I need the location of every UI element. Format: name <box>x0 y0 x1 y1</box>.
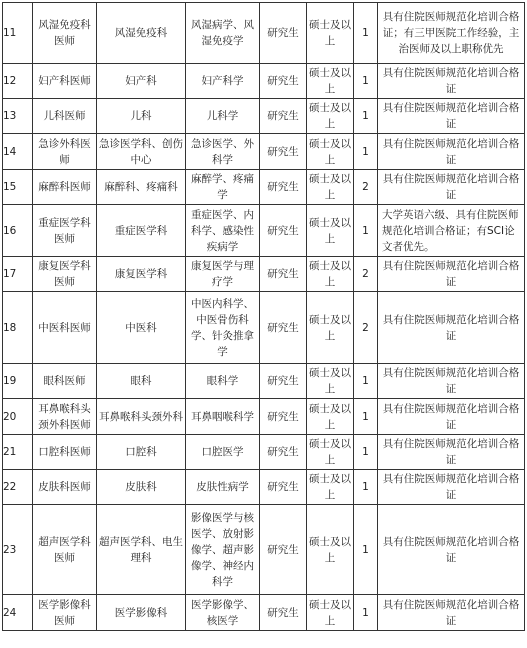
department-cell: 重症医学科 <box>97 205 186 257</box>
count-cell: 1 <box>354 399 378 435</box>
education-cell: 研究生 <box>260 3 307 64</box>
department-cell: 超声医学科、电生理科 <box>97 505 186 595</box>
count-cell: 1 <box>354 99 378 134</box>
requirements-cell: 具有住院医师规范化培训合格证 <box>378 257 525 292</box>
requirements-cell: 具有住院医师规范化培训合格证 <box>378 134 525 170</box>
degree-cell: 硕士及以上 <box>307 470 354 505</box>
position-cell: 儿科医师 <box>33 99 97 134</box>
department-cell: 风湿免疫科 <box>97 3 186 64</box>
department-cell: 眼科 <box>97 364 186 399</box>
table-row <box>3 64 525 99</box>
education-cell: 研究生 <box>260 257 307 292</box>
table-row <box>3 364 525 399</box>
table-row <box>3 205 525 257</box>
table-row <box>3 505 525 595</box>
row-number: 14 <box>3 134 33 170</box>
position-cell: 麻醉科医师 <box>33 170 97 205</box>
row-number: 15 <box>3 170 33 205</box>
row-number: 22 <box>3 470 33 505</box>
requirements-cell: 具有住院医师规范化培训合格证 <box>378 470 525 505</box>
requirements-cell: 具有住院医师规范化培训合格证 <box>378 364 525 399</box>
education-cell: 研究生 <box>260 399 307 435</box>
table-row <box>3 292 525 364</box>
degree-cell: 硕士及以上 <box>307 99 354 134</box>
major-cell: 麻醉学、疼痛学 <box>186 170 260 205</box>
degree-cell: 硕士及以上 <box>307 399 354 435</box>
education-cell: 研究生 <box>260 505 307 595</box>
major-cell: 眼科学 <box>186 364 260 399</box>
position-cell: 重症医学科医师 <box>33 205 97 257</box>
degree-cell: 硕士及以上 <box>307 64 354 99</box>
requirements-cell: 具有住院医师规范化培训合格证 <box>378 292 525 364</box>
count-cell: 1 <box>354 595 378 631</box>
row-number: 20 <box>3 399 33 435</box>
row-number: 16 <box>3 205 33 257</box>
department-cell: 康复医学科 <box>97 257 186 292</box>
count-cell: 1 <box>354 3 378 64</box>
count-cell: 1 <box>354 205 378 257</box>
table-row <box>3 435 525 470</box>
major-cell: 耳鼻咽喉科学 <box>186 399 260 435</box>
table-body <box>3 3 525 631</box>
major-cell: 儿科学 <box>186 99 260 134</box>
table-row <box>3 134 525 170</box>
degree-cell: 硕士及以上 <box>307 505 354 595</box>
education-cell: 研究生 <box>260 205 307 257</box>
position-cell: 眼科医师 <box>33 364 97 399</box>
position-cell: 中医科医师 <box>33 292 97 364</box>
degree-cell: 硕士及以上 <box>307 595 354 631</box>
row-number: 21 <box>3 435 33 470</box>
requirements-cell: 具有住院医师规范化培训合格证 <box>378 505 525 595</box>
education-cell: 研究生 <box>260 170 307 205</box>
education-cell: 研究生 <box>260 435 307 470</box>
department-cell: 急诊医学科、创伤中心 <box>97 134 186 170</box>
row-number: 19 <box>3 364 33 399</box>
major-cell: 重症医学、内科学、感染性疾病学 <box>186 205 260 257</box>
major-cell: 皮肤性病学 <box>186 470 260 505</box>
position-cell: 康复医学科医师 <box>33 257 97 292</box>
requirements-cell: 具有住院医师规范化培训合格证 <box>378 64 525 99</box>
requirements-cell: 具有住院医师规范化培训合格证 <box>378 595 525 631</box>
department-cell: 中医科 <box>97 292 186 364</box>
position-cell: 口腔科医师 <box>33 435 97 470</box>
major-cell: 康复医学与理疗学 <box>186 257 260 292</box>
row-number: 12 <box>3 64 33 99</box>
position-cell: 医学影像科医师 <box>33 595 97 631</box>
table-row <box>3 399 525 435</box>
position-cell: 妇产科医师 <box>33 64 97 99</box>
education-cell: 研究生 <box>260 364 307 399</box>
table-row <box>3 257 525 292</box>
row-number: 17 <box>3 257 33 292</box>
count-cell: 2 <box>354 170 378 205</box>
requirements-cell: 具有住院医师规范化培训合格证 <box>378 435 525 470</box>
table-row <box>3 170 525 205</box>
count-cell: 1 <box>354 505 378 595</box>
education-cell: 研究生 <box>260 292 307 364</box>
row-number: 11 <box>3 3 33 64</box>
major-cell: 风湿病学、风湿免疫学 <box>186 3 260 64</box>
degree-cell: 硕士及以上 <box>307 3 354 64</box>
row-number: 18 <box>3 292 33 364</box>
position-cell: 超声医学科医师 <box>33 505 97 595</box>
position-cell: 风湿免疫科医师 <box>33 3 97 64</box>
table-row <box>3 470 525 505</box>
major-cell: 妇产科学 <box>186 64 260 99</box>
count-cell: 1 <box>354 134 378 170</box>
degree-cell: 硕士及以上 <box>307 435 354 470</box>
requirements-cell: 大学英语六级、具有住院医师规范化培训合格证；有SCI论文者优先。 <box>378 205 525 257</box>
count-cell: 2 <box>354 292 378 364</box>
department-cell: 麻醉科、疼痛科 <box>97 170 186 205</box>
department-cell: 妇产科 <box>97 64 186 99</box>
requirements-cell: 具有住院医师规范化培训合格证 <box>378 170 525 205</box>
position-cell: 急诊外科医师 <box>33 134 97 170</box>
row-number: 23 <box>3 505 33 595</box>
degree-cell: 硕士及以上 <box>307 257 354 292</box>
degree-cell: 硕士及以上 <box>307 170 354 205</box>
degree-cell: 硕士及以上 <box>307 205 354 257</box>
degree-cell: 硕士及以上 <box>307 364 354 399</box>
major-cell: 急诊医学、外科学 <box>186 134 260 170</box>
major-cell: 中医内科学、中医骨伤科学、针灸推拿学 <box>186 292 260 364</box>
count-cell: 1 <box>354 364 378 399</box>
education-cell: 研究生 <box>260 470 307 505</box>
major-cell: 口腔医学 <box>186 435 260 470</box>
major-cell: 医学影像学、核医学 <box>186 595 260 631</box>
education-cell: 研究生 <box>260 99 307 134</box>
department-cell: 口腔科 <box>97 435 186 470</box>
degree-cell: 硕士及以上 <box>307 292 354 364</box>
count-cell: 1 <box>354 435 378 470</box>
education-cell: 研究生 <box>260 595 307 631</box>
department-cell: 耳鼻喉科头颈外科 <box>97 399 186 435</box>
row-number: 13 <box>3 99 33 134</box>
requirements-cell: 具有住院医师规范化培训合格证 <box>378 99 525 134</box>
table-row <box>3 595 525 631</box>
table-row <box>3 99 525 134</box>
position-cell: 皮肤科医师 <box>33 470 97 505</box>
major-cell: 影像医学与核医学、放射影像学、超声影像学、神经内科学 <box>186 505 260 595</box>
requirements-cell: 具有住院医师规范化培训合格证；有三甲医院工作经验，主治医师及以上职称优先 <box>378 3 525 64</box>
department-cell: 医学影像科 <box>97 595 186 631</box>
department-cell: 皮肤科 <box>97 470 186 505</box>
education-cell: 研究生 <box>260 64 307 99</box>
department-cell: 儿科 <box>97 99 186 134</box>
recruitment-table <box>2 2 525 631</box>
education-cell: 研究生 <box>260 134 307 170</box>
count-cell: 1 <box>354 470 378 505</box>
table-row <box>3 3 525 64</box>
row-number: 24 <box>3 595 33 631</box>
position-cell: 耳鼻喉科头颈外科医师 <box>33 399 97 435</box>
count-cell: 1 <box>354 64 378 99</box>
requirements-cell: 具有住院医师规范化培训合格证 <box>378 399 525 435</box>
count-cell: 2 <box>354 257 378 292</box>
degree-cell: 硕士及以上 <box>307 134 354 170</box>
